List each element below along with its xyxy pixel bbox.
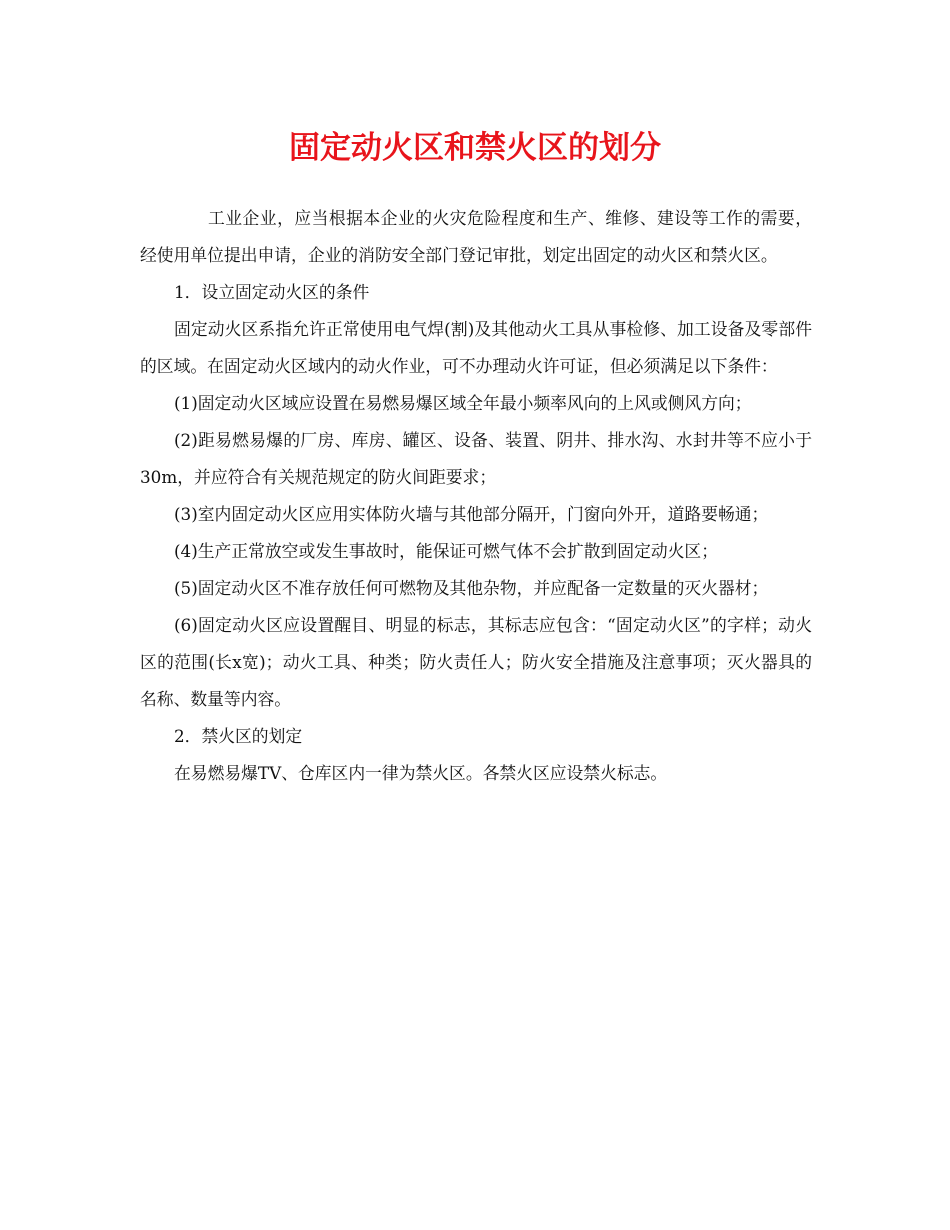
fixed-zone-definition-paragraph: 固定动火区系指允许正常使用电气焊(割)及其他动火工具从事检修、加工设备及零部件的区域。在固定动火区域内的动火作业，可不办理动火许可证，但必须满足以下条件： (140, 319, 812, 376)
document-title: 固定动火区和禁火区的划分 (289, 130, 661, 166)
condition-item-1: (1)固定动火区域应设置在易燃易爆区域全年最小频率风向的上风或侧风方向； (174, 393, 752, 413)
condition-item-5: (5)固定动火区不准存放任何可燃物及其他杂物，并应配备一定数量的灭火器材； (174, 578, 769, 598)
section-heading-no-fire-zone: 2．禁火区的划定 (174, 726, 303, 746)
condition-item-4: (4)生产正常放空或发生事故时，能保证可燃气体不会扩散到固定动火区； (174, 541, 718, 561)
document-body (140, 200, 812, 792)
no-fire-zone-paragraph: 在易燃易爆TV、仓库区内一律为禁火区。各禁火区应设禁火标志。 (174, 763, 668, 783)
condition-item-6: (6)固定动火区应设置醒目、明显的标志，其标志应包含：“固定动火区”的字样；动火区的范围(长x宽)；动火工具、种类；防火责任人；防火安全措施及注意事项；灭火器具的名称、数量等内容。 (140, 615, 812, 709)
intro-paragraph: 工业企业，应当根据本企业的火灾危险程度和生产、维修、建设等工作的需要，经使用单位提出申请，企业的消防安全部门登记审批，划定出固定的动火区和禁火区。 (140, 208, 812, 265)
condition-item-3: (3)室内固定动火区应用实体防火墙与其他部分隔开，门窗向外开，道路要畅通； (174, 504, 769, 524)
condition-item-2: (2)距易燃易爆的厂房、库房、罐区、设备、装置、阴井、排水沟、水封井等不应小于30m，并应符合有关规范规定的防火间距要求； (140, 430, 812, 487)
section-heading-fixed-zone-conditions: 1．设立固定动火区的条件 (174, 282, 370, 302)
